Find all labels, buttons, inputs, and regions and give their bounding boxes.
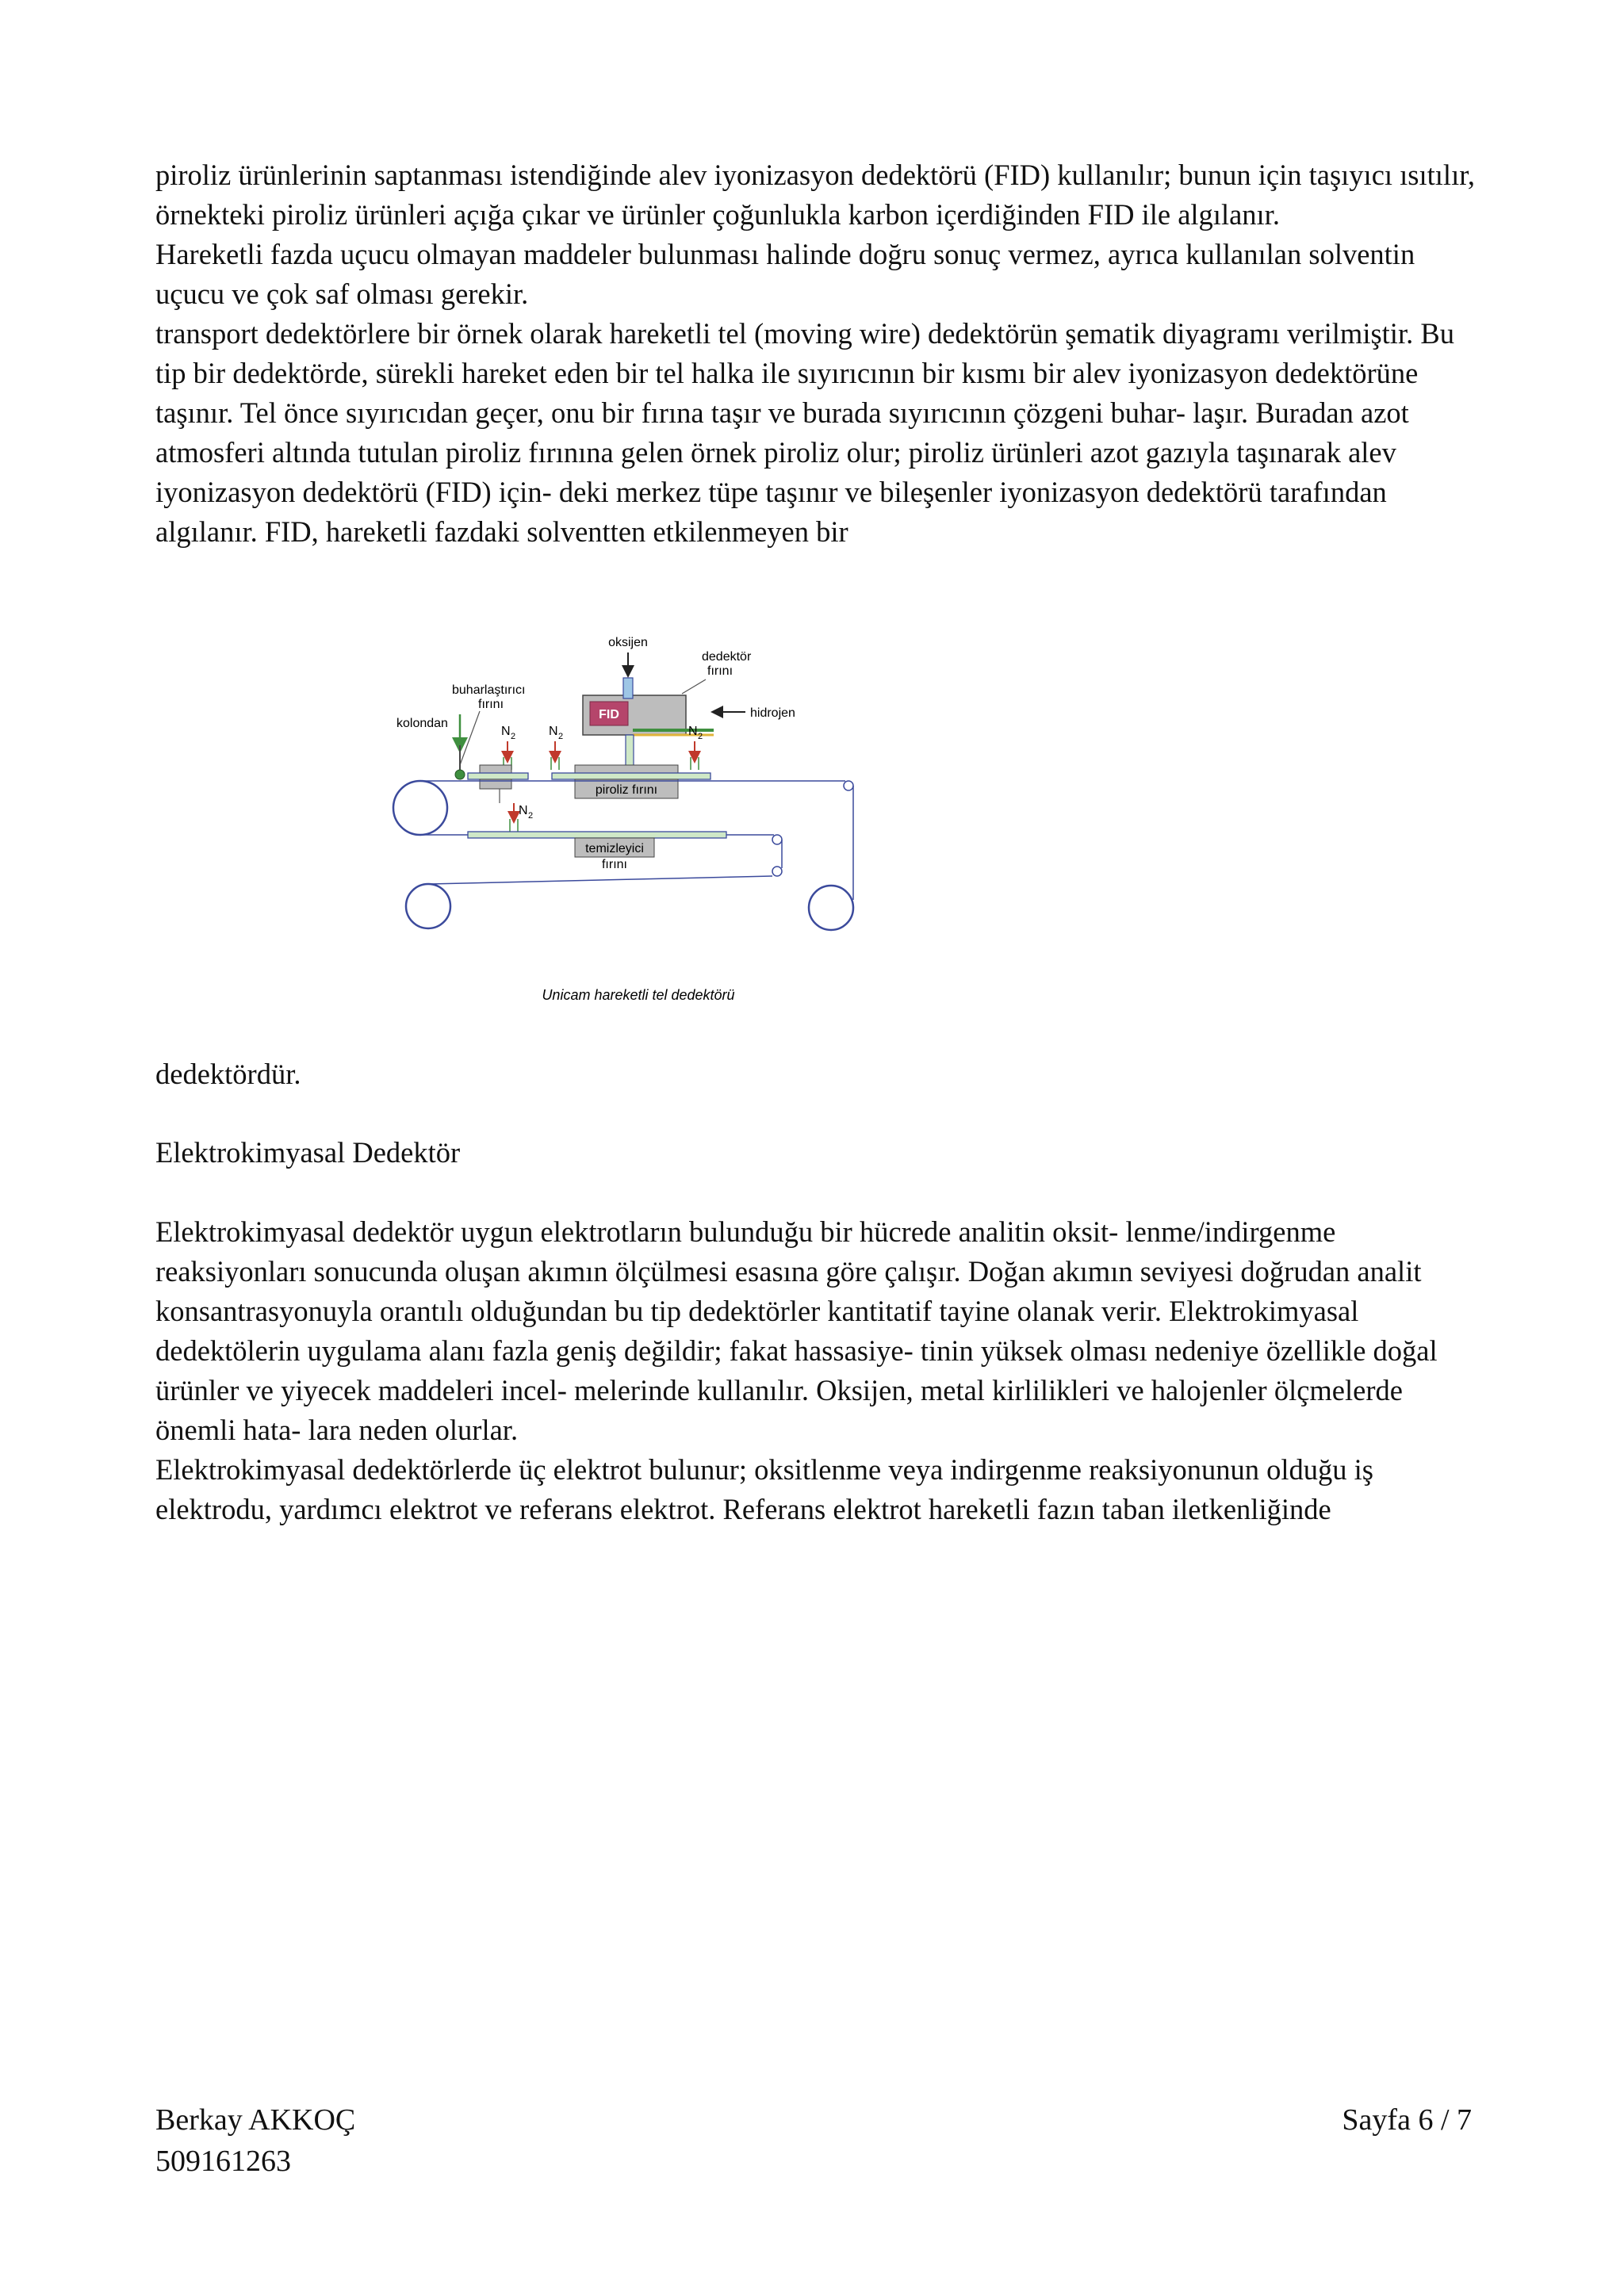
section-heading: Elektrokimyasal Dedektör — [155, 1136, 461, 1169]
from-column-label: kolondan — [396, 717, 448, 730]
detector-oven-label: dedektör — [702, 650, 752, 664]
wire-pulley — [406, 884, 450, 928]
page-number: Sayfa 6 / 7 — [1342, 2103, 1472, 2137]
n2-inlet — [549, 725, 563, 770]
body-text-continuation — [155, 1054, 1488, 1094]
evaporator-oven-label: buharlaştırıcı — [452, 683, 526, 697]
moving-wire-detector-diagram — [381, 630, 896, 1011]
svg-text:N: N — [549, 725, 558, 738]
paragraph: Hareketli fazda uçucu olmayan maddeler bulunması halinde doğru sonuç vermez, ayrıca kullanılan solventin uçucu ve çok saf olması gerekir. — [155, 238, 1415, 310]
svg-text:N: N — [519, 804, 528, 817]
body-text-top — [155, 155, 1488, 552]
svg-text:2: 2 — [528, 811, 534, 821]
detector-oven-label-2: fırını — [707, 664, 733, 678]
student-id: 509161263 — [155, 2145, 291, 2178]
n2-inlet — [510, 803, 533, 832]
n2-inlet — [501, 725, 515, 770]
paragraph: transport dedektörlere bir örnek olarak hareketli tel (moving wire) dedektörün şematik diyagramı verilmiştir. Bu tip bir dedektörde, sürekli hareket eden bir tel halka ile sıyırıcının bir kısmı bir alev iyonizasyon dedektörüne taşınır. Tel önce sıyırıcıdan geçer, onu bir fırına taşır ve burada sıyırıcının çözgeni buhar- laşır. Buradan azot atmosferi altında tutulan piroliz fırınına gelen örnek piroliz olur; piroliz ürünleri azot gazıyla taşınarak alev iyonizasyon dedektörü (FID) için- deki merkez tüpe taşınır ve bileşenler iyonizasyon dedektörü tarafından algılanır. FID, hareketli fazdaki solventten etkilenmeyen bir — [155, 317, 1454, 548]
wire-pulley — [393, 781, 447, 835]
svg-text:N: N — [688, 725, 698, 738]
pyrolysis-oven-label: piroliz fırını — [595, 783, 658, 797]
fid-label: FID — [599, 708, 619, 721]
oxygen-label: oksijen — [608, 636, 648, 649]
cleaner-oven-label: temizleyici — [585, 842, 644, 855]
paragraph: dedektördür. — [155, 1058, 301, 1090]
n2-inlet — [688, 725, 703, 770]
svg-text:2: 2 — [558, 732, 564, 741]
paragraph: Elektrokimyasal dedektörlerde üç elektrot bulunur; oksitlenme veya indirgenme reaksiyonunun olduğu iş elektrodu, yardımcı elektrot ve referans elektrot. Referans elektrot hareketli fazın taban iletkenliğinde — [155, 1453, 1373, 1525]
hydrogen-label: hidrojen — [750, 706, 795, 720]
paragraph: piroliz ürünlerinin saptanması istendiğinde alev iyonizasyon dedektörü (FID) kullanılır; bunun için taşıyıcı ısıtılır, örnekteki piroliz ürünleri açığa çıkar ve ürünler çoğunlukla karbon içerdiğinden FID ile algılanır. — [155, 159, 1476, 231]
body-text-bottom — [155, 1212, 1488, 1529]
cleaner-oven-label-2: fırını — [601, 858, 628, 871]
svg-text:2: 2 — [511, 732, 516, 741]
footer-author-block — [155, 2099, 355, 2182]
wire-pulley — [809, 886, 853, 930]
paragraph: Elektrokimyasal dedektör uygun elektrotların bulunduğu bir hücrede analitin oksit- lenme/indirgenme reaksiyonları sonucunda oluşan akımın ölçülmesi esasına göre çalışır. Doğan akımın seviyesi doğrudan analit konsantrasyonuyla orantılı olduğundan bu tip dedektörler kantitatif tayine olanak verir. Elektrokimyasal dedektölerin uygulama alanı fazla geniş değildir; fakat hassasiye- tinin yüksek olması nedeniye özellikle doğal ürünler ve yiyecek maddeleri incel- melerinde kullanılır. Oksijen, metal kirlilikleri ve halojenler ölçmelerde önemli hata- lara neden olurlar. — [155, 1215, 1438, 1446]
svg-text:N: N — [501, 725, 511, 738]
evaporator-oven-label-2: fırını — [478, 698, 504, 711]
svg-text:2: 2 — [698, 732, 703, 741]
figure-caption: Unicam hareketli tel dedektörü — [542, 987, 735, 1003]
author-name: Berkay AKKOÇ — [155, 2103, 356, 2137]
